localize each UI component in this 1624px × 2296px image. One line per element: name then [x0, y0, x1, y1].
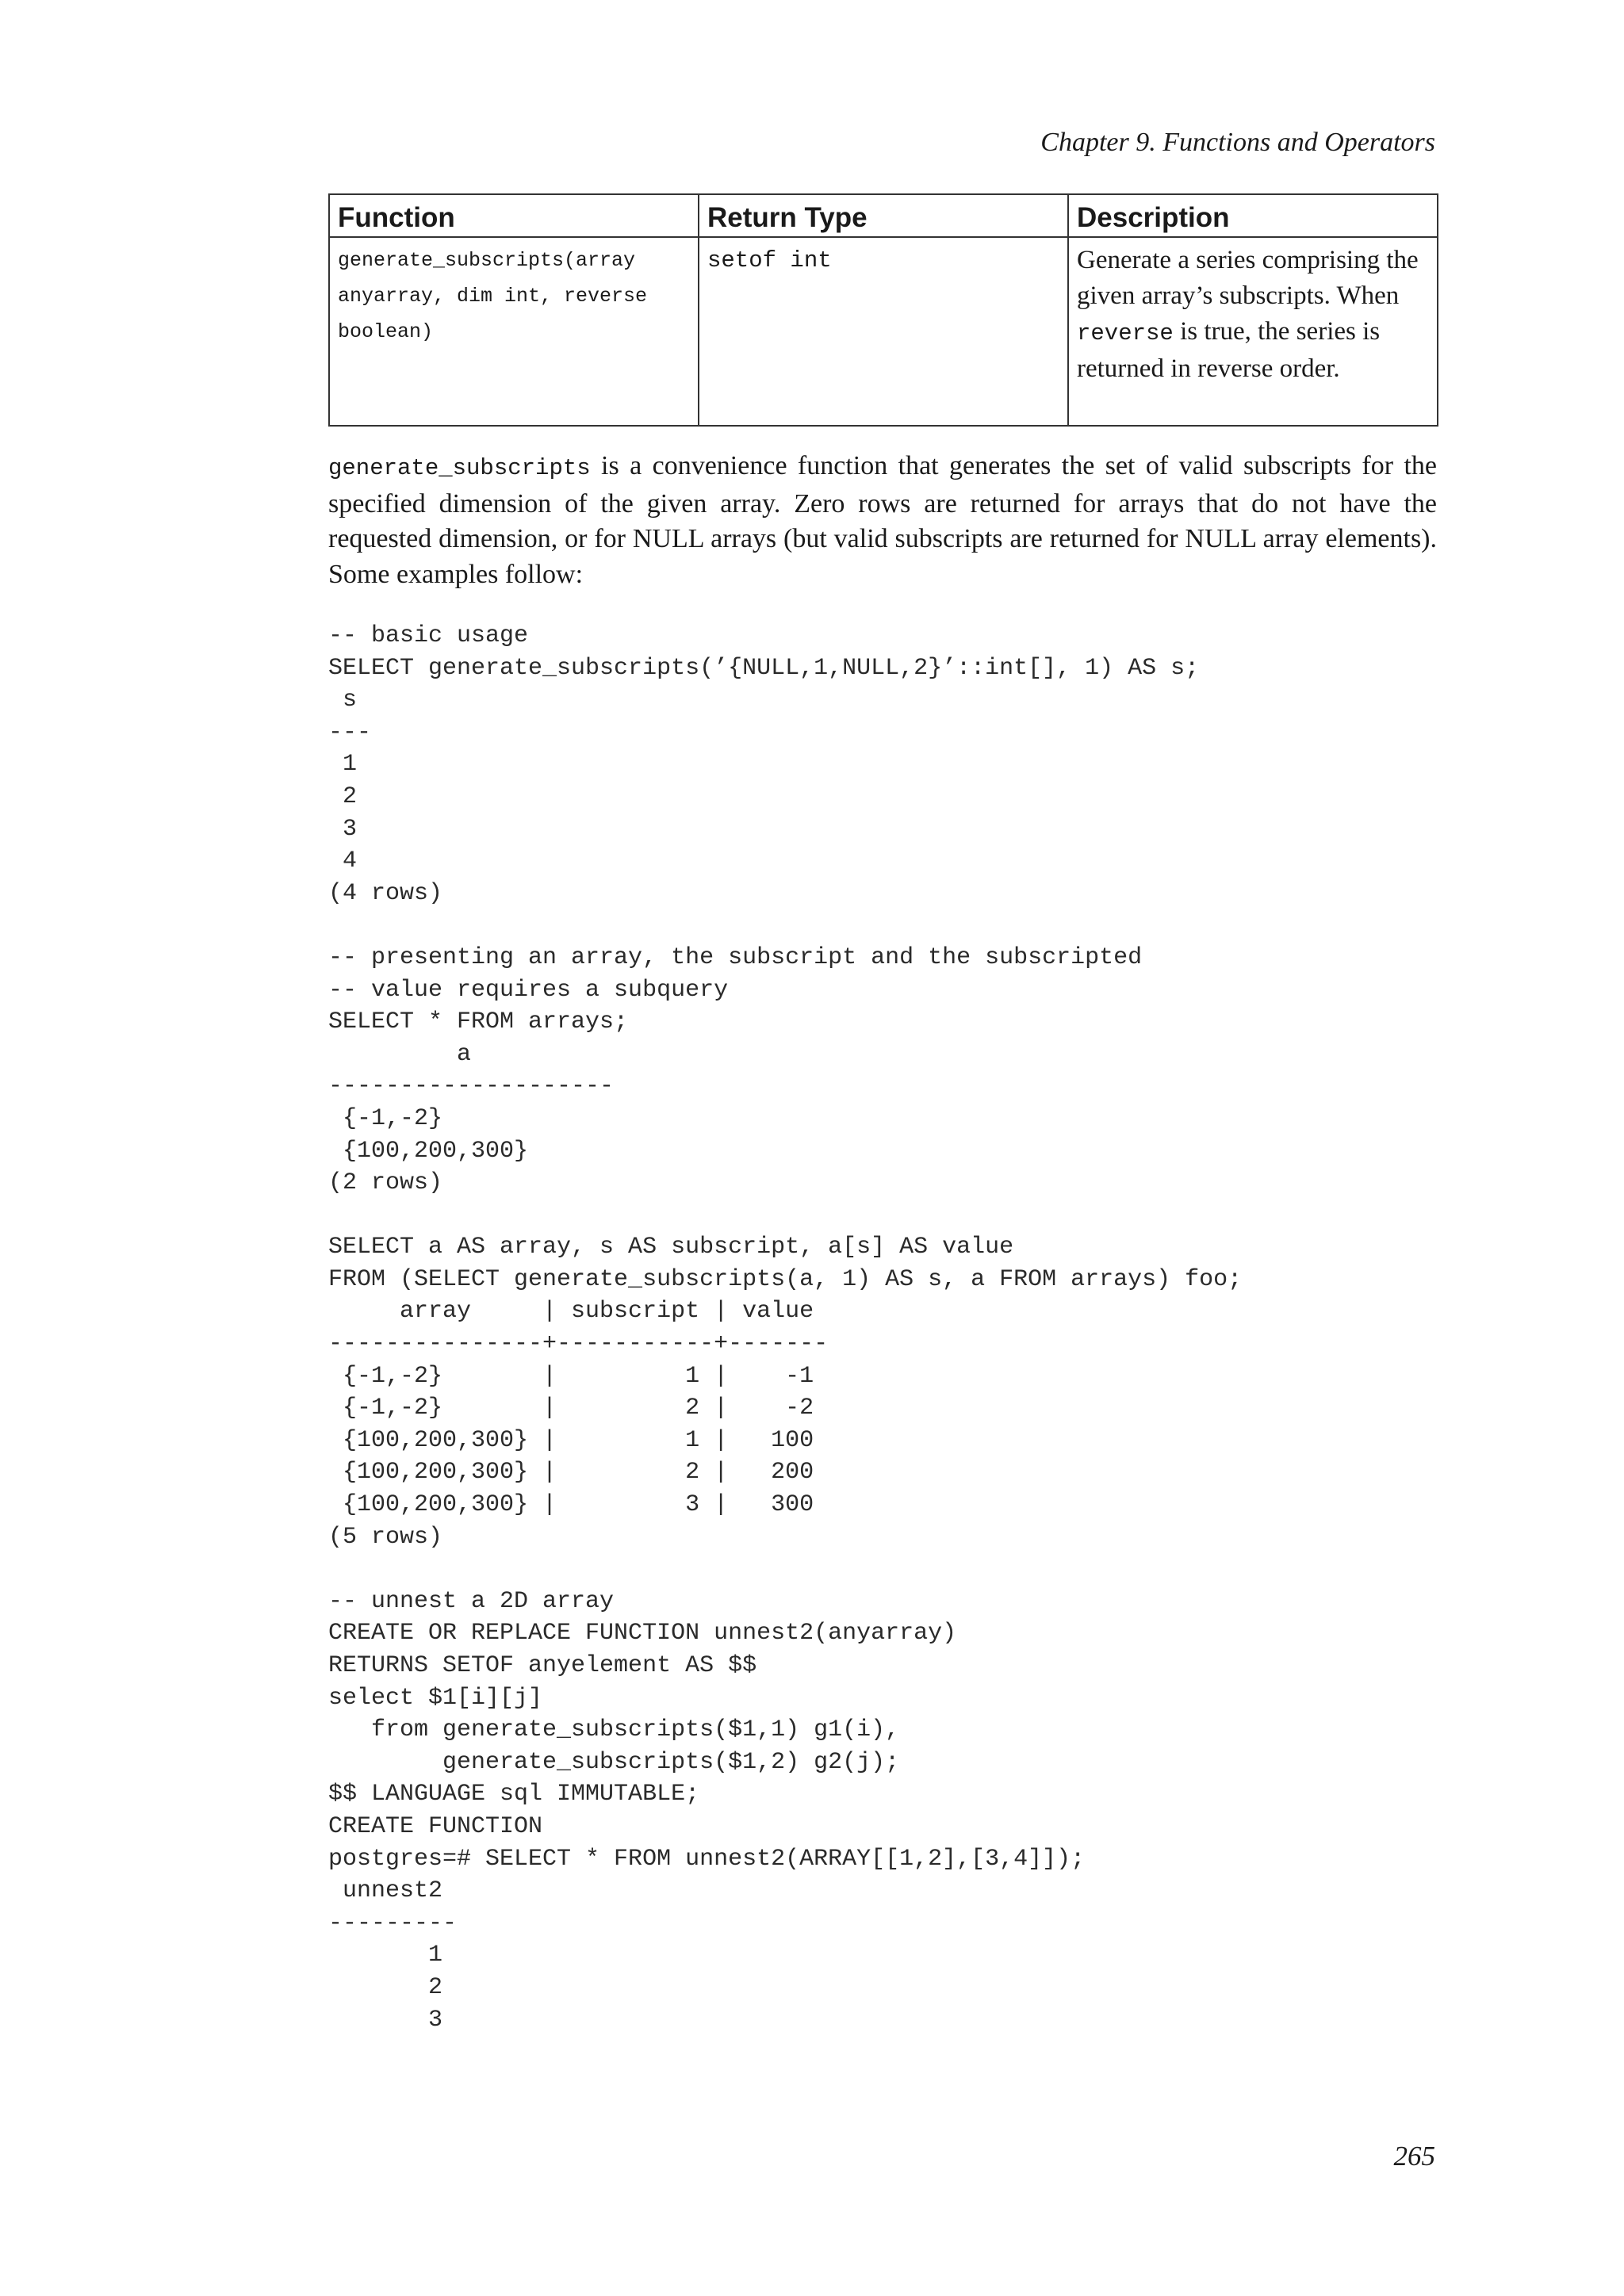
- function-signature: [329, 237, 699, 426]
- table-row: [329, 237, 1438, 426]
- running-header: Chapter 9. Functions and Operators: [1040, 128, 1435, 157]
- description-text-end: is true, the series is returned in reverse order.: [1077, 317, 1381, 383]
- page-number: 265: [1393, 2141, 1435, 2172]
- body-paragraph: [328, 449, 1437, 592]
- function-line: boolean): [338, 320, 434, 343]
- reverse-param-code: reverse: [1077, 320, 1174, 346]
- function-line: anyarray, dim int, reverse: [338, 285, 648, 308]
- header-function: Function: [329, 194, 699, 237]
- header-return-type: Return Type: [699, 194, 1068, 237]
- function-description: [1068, 237, 1438, 426]
- code-example-block: -- basic usage SELECT generate_subscripts(’{NULL,1,NULL,2}’::int[], 1) AS s; s --- 1 2 3 4 (4 rows) -- presenting an array, the subscript and the subscripted -- value requires a subquery SELECT * FROM arrays; a -------------------- {-1,-2} {100,200,300} (2 rows) SELECT a AS array, s AS subscript, a[s] AS value FROM (SELECT generate_subscripts(a, 1) AS s, a FROM arrays) foo; array | subscript | value ---------------+-----------+------- {-1,-2} | 1 | -1 {-1,-2} | 2 | -2 {100,200,300} | 1 | 100 {100,200,300} | 2 | 200 {100,200,300} | 3 | 300 (5 rows) -- unnest a 2D array CREATE OR REPLACE FUNCTION unnest2(anyarray) RETURNS SETOF anyelement AS $$ select $1[i][j] from generate_subscripts($1,1) g1(i), generate_subscripts($1,2) g2(j); $$ LANGUAGE sql IMMUTABLE; CREATE FUNCTION postgres=# SELECT * FROM unnest2(ARRAY[[1,2],[3,4]]); unnest2 --------- 1 2 3: [328, 622, 1243, 2034]
- function-line: generate_subscripts(array: [338, 249, 636, 272]
- paragraph-text: is a convenience function that generates the set of valid subscripts for the specified dimension of the given array. Zero rows are returned for arrays that do not have the requested dimension, or for NULL arrays (but valid subscripts are returned for NULL array elements). Some examples follow:: [328, 451, 1437, 589]
- return-type: setof int: [699, 237, 1068, 426]
- header-description: Description: [1068, 194, 1438, 237]
- inline-code-function: generate_subscripts: [328, 455, 591, 481]
- function-table: [328, 193, 1438, 427]
- table-header-row: [329, 194, 1438, 237]
- description-text: Generate a series comprising the given array’s subscripts. When: [1077, 246, 1419, 310]
